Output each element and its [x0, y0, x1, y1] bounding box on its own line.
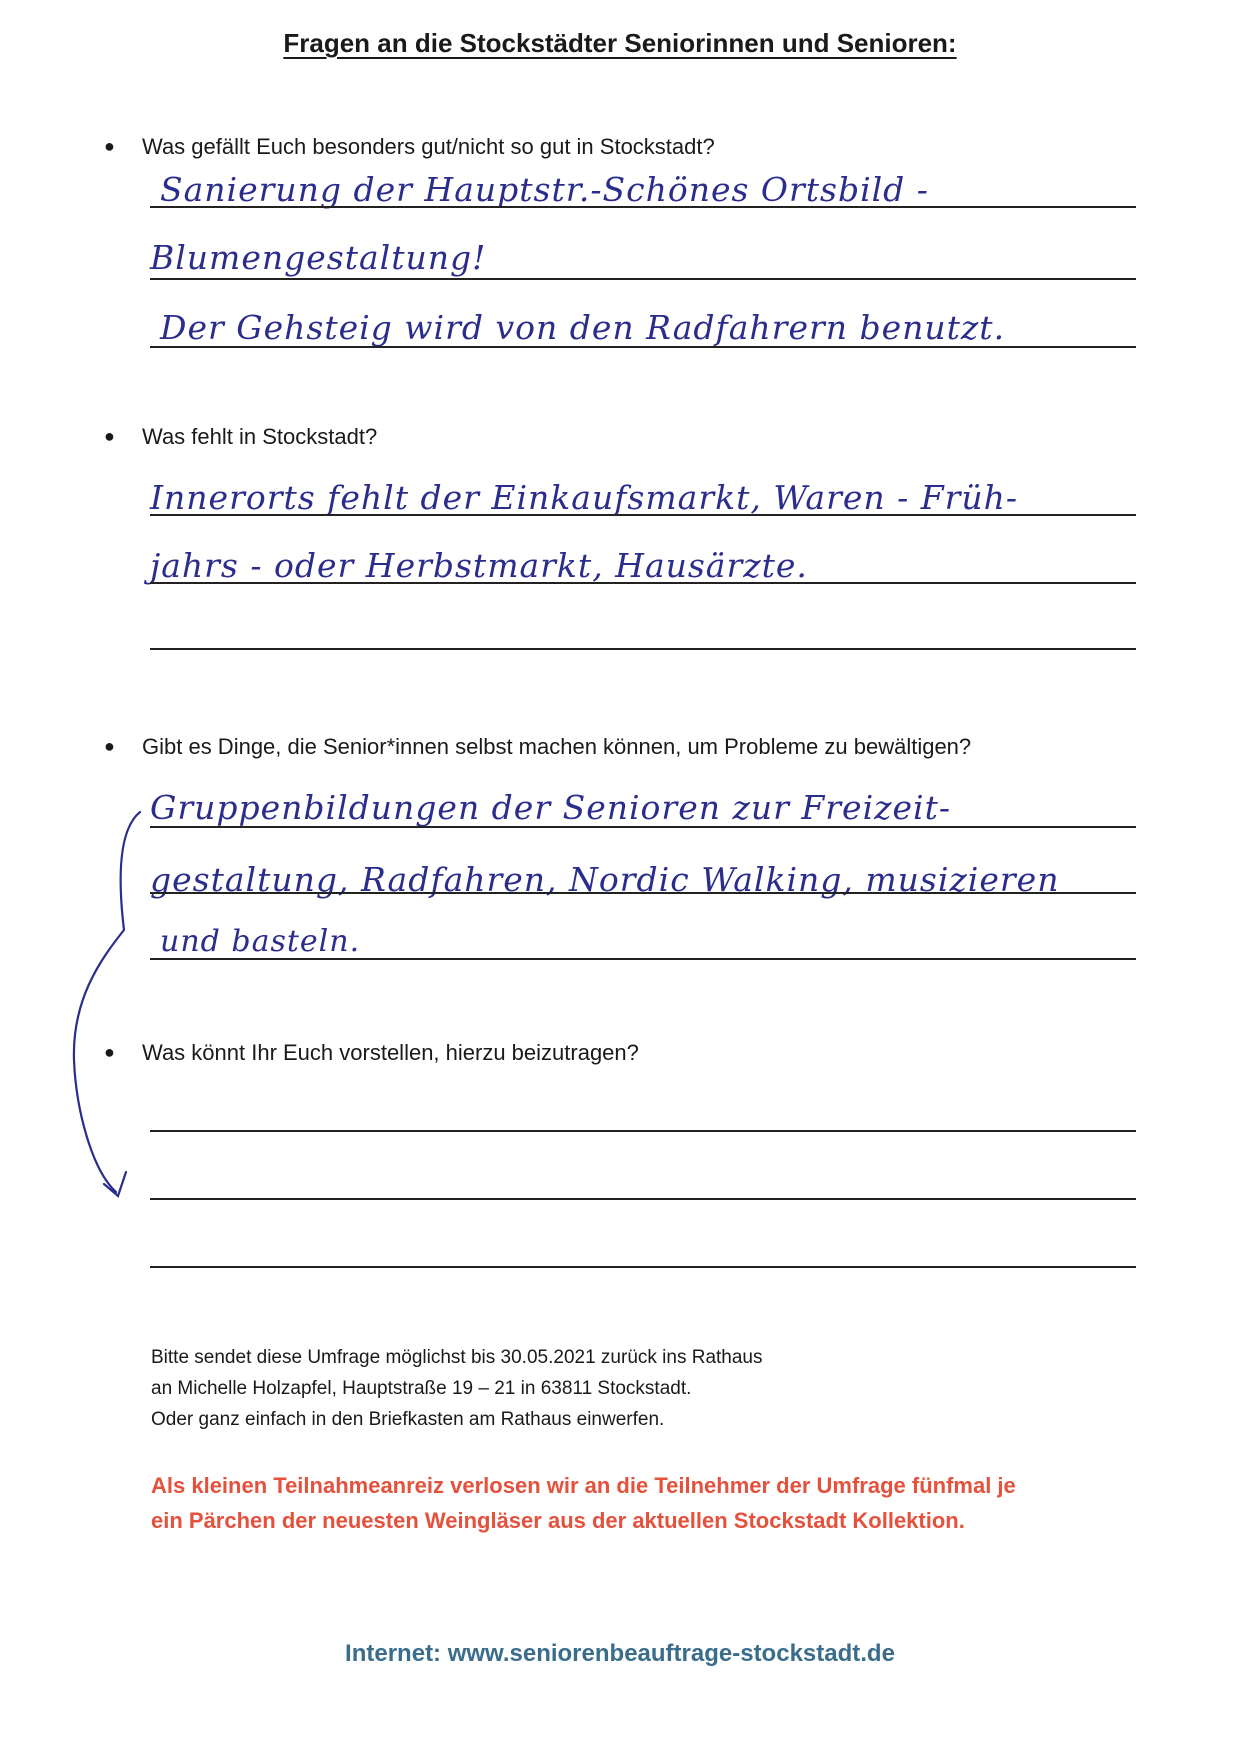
answer-line: gestaltung, Radfahren, Nordic Walking, musizieren: [150, 860, 1060, 899]
question-text: Was könnt Ihr Euch vorstellen, hierzu beizutragen?: [142, 1040, 639, 1065]
answer-line: Sanierung der Hauptstr.-Schönes Ortsbild -: [160, 170, 929, 209]
bullet-icon: ●: [104, 426, 115, 446]
promo-line: ein Pärchen der neuesten Weingläser aus der aktuellen Stockstadt Kollektion.: [151, 1508, 965, 1533]
bullet-icon: ●: [104, 136, 115, 156]
page-title: Fragen an die Stockstädter Seniorinnen und Senioren:: [283, 28, 957, 58]
answer-line: und basteln.: [160, 924, 361, 959]
answer-line: Blumengestaltung!: [150, 238, 487, 277]
footer-line: Bitte sendet diese Umfrage möglichst bis 30.05.2021 zurück ins Rathaus: [151, 1347, 763, 1368]
promo-line: Als kleinen Teilnahmeanreiz verlosen wir an die Teilnehmer der Umfrage fünfmal je: [151, 1473, 1016, 1498]
footer-line: an Michelle Holzapfel, Hauptstraße 19 – 21 in 63811 Stockstadt.: [151, 1378, 692, 1399]
answer-line: Der Gehsteig wird von den Radfahrern benutzt.: [160, 308, 1006, 347]
raffle-notice: [151, 1468, 1016, 1538]
website-link[interactable]: Internet: www.seniorenbeauftrage-stockstadt.de: [345, 1640, 895, 1667]
answer-line: Gruppenbildungen der Senioren zur Freizeit-: [150, 788, 952, 827]
bullet-icon: ●: [104, 1042, 115, 1062]
answer-line: jahrs - oder Herbstmarkt, Hausärzte.: [150, 546, 808, 585]
bullet-icon: ●: [104, 736, 115, 756]
answer-line: Innerorts fehlt der Einkaufsmarkt, Waren - Früh-: [150, 478, 1019, 517]
return-instructions: [151, 1342, 763, 1435]
footer-line: Oder ganz einfach in den Briefkasten am Rathaus einwerfen.: [151, 1409, 665, 1430]
question-text: Gibt es Dinge, die Senior*innen selbst machen können, um Probleme zu bewältigen?: [142, 734, 972, 759]
question-text: Was fehlt in Stockstadt?: [142, 424, 378, 449]
question-text: Was gefällt Euch besonders gut/nicht so gut in Stockstadt?: [142, 134, 715, 159]
